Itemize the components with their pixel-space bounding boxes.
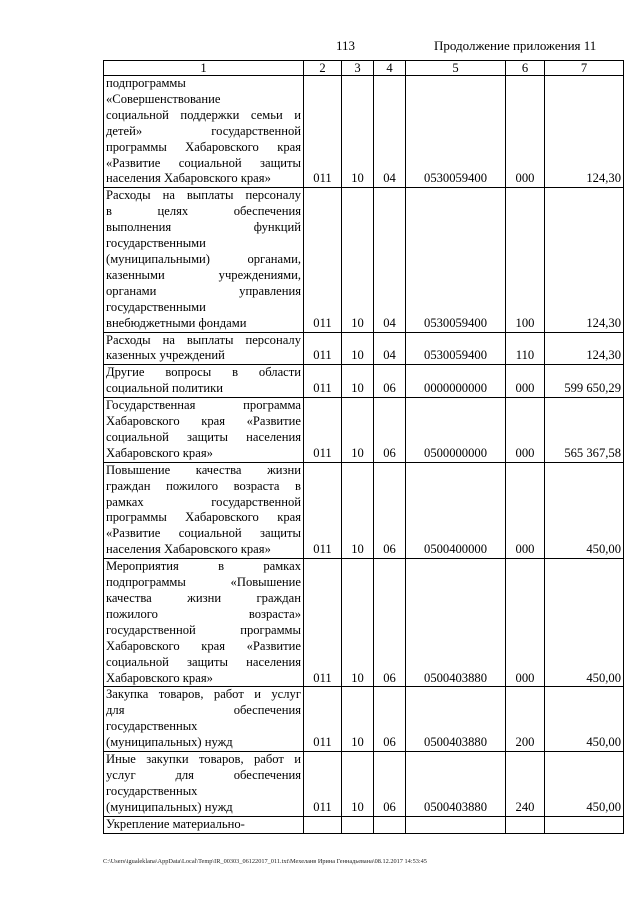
row-name-line: Хабаровского края» bbox=[106, 445, 213, 460]
table-row bbox=[104, 687, 624, 752]
amount-cell: 124,30 bbox=[545, 76, 624, 188]
subsection-code-cell: 06 bbox=[374, 398, 406, 463]
amount-cell bbox=[545, 816, 624, 833]
row-name-line: Хабаровского края» bbox=[106, 670, 213, 685]
expense-type-cell: 000 bbox=[506, 559, 545, 687]
table-header-row bbox=[104, 61, 624, 76]
row-name-line: Хабаровского края «Развитие bbox=[106, 414, 301, 429]
admin-code-cell: 011 bbox=[304, 559, 342, 687]
admin-code-cell: 011 bbox=[304, 76, 342, 188]
section-code-cell: 10 bbox=[342, 332, 374, 365]
row-name-line: «Развитие социальной защиты bbox=[106, 155, 301, 170]
amount-cell: 450,00 bbox=[545, 752, 624, 817]
section-code-cell: 10 bbox=[342, 687, 374, 752]
row-name-line: Мероприятия в рамках bbox=[106, 559, 301, 574]
admin-code-cell: 011 bbox=[304, 332, 342, 365]
subsection-code-cell: 06 bbox=[374, 687, 406, 752]
row-name-line: Другие вопросы в области bbox=[106, 365, 301, 380]
row-name-line: подпрограммы bbox=[106, 76, 186, 90]
section-code-cell: 10 bbox=[342, 462, 374, 558]
row-name-line: государственных bbox=[106, 719, 198, 734]
row-name-line: государственной программы bbox=[106, 622, 301, 637]
row-name-line: пожилого возраста» bbox=[106, 606, 301, 621]
amount-cell: 565 367,58 bbox=[545, 398, 624, 463]
table-row bbox=[104, 76, 624, 188]
table-row bbox=[104, 752, 624, 817]
table-row bbox=[104, 559, 624, 687]
column-header: 2 bbox=[304, 61, 342, 76]
expense-type-cell: 110 bbox=[506, 332, 545, 365]
target-article-cell: 0530059400 bbox=[406, 76, 506, 188]
expense-type-cell: 000 bbox=[506, 365, 545, 398]
row-name-line: социальной поддержки семьи и bbox=[106, 107, 301, 122]
row-name-cell bbox=[104, 76, 304, 188]
expense-type-cell: 000 bbox=[506, 76, 545, 188]
row-name-cell bbox=[104, 188, 304, 332]
row-name-line: программы Хабаровского края bbox=[106, 510, 301, 525]
column-header: 5 bbox=[406, 61, 506, 76]
table-row bbox=[104, 332, 624, 365]
row-name-cell bbox=[104, 332, 304, 365]
subsection-code-cell: 06 bbox=[374, 365, 406, 398]
subsection-code-cell: 04 bbox=[374, 76, 406, 188]
row-name-line: «Развитие социальной защиты bbox=[106, 526, 301, 541]
row-name-line: органами управления bbox=[106, 283, 301, 298]
row-name-line: Повышение качества жизни bbox=[106, 462, 301, 477]
admin-code-cell: 011 bbox=[304, 365, 342, 398]
row-name-line: социальной политики bbox=[106, 381, 224, 396]
row-name-line: населения Хабаровского края» bbox=[106, 171, 271, 186]
admin-code-cell: 011 bbox=[304, 687, 342, 752]
row-name-line: государственными bbox=[106, 236, 206, 251]
section-code-cell bbox=[342, 816, 374, 833]
amount-cell: 450,00 bbox=[545, 687, 624, 752]
row-name-line: граждан пожилого возраста в bbox=[106, 478, 301, 493]
row-name-line: Государственная программа bbox=[106, 398, 301, 413]
row-name-line: казенными учреждениями, bbox=[106, 267, 301, 282]
row-name-line: подпрограммы «Повышение bbox=[106, 575, 301, 590]
row-name-line: рамках государственной bbox=[106, 494, 301, 509]
row-name-line: Иные закупки товаров, работ и bbox=[106, 752, 301, 767]
target-article-cell: 0530059400 bbox=[406, 188, 506, 332]
row-name-line: населения Хабаровского края» bbox=[106, 542, 271, 557]
row-name-line: государственными bbox=[106, 299, 206, 314]
admin-code-cell: 011 bbox=[304, 752, 342, 817]
target-article-cell: 0500403880 bbox=[406, 687, 506, 752]
row-name-line: (муниципальных) нужд bbox=[106, 799, 233, 814]
row-name-line: программы Хабаровского края bbox=[106, 139, 301, 154]
admin-code-cell: 011 bbox=[304, 462, 342, 558]
subsection-code-cell: 06 bbox=[374, 752, 406, 817]
subsection-code-cell: 04 bbox=[374, 188, 406, 332]
target-article-cell: 0500000000 bbox=[406, 398, 506, 463]
row-name-line: (муниципальных) нужд bbox=[106, 735, 233, 750]
row-name-line: социальной защиты населения bbox=[106, 429, 301, 444]
subsection-code-cell: 04 bbox=[374, 332, 406, 365]
table-row bbox=[104, 188, 624, 332]
row-name-line: услуг для обеспечения bbox=[106, 767, 301, 782]
expense-type-cell: 200 bbox=[506, 687, 545, 752]
column-header: 7 bbox=[545, 61, 624, 76]
target-article-cell bbox=[406, 816, 506, 833]
table-row bbox=[104, 462, 624, 558]
section-code-cell: 10 bbox=[342, 559, 374, 687]
row-name-line: Укрепление материально- bbox=[106, 816, 245, 831]
row-name-line: казенных учреждений bbox=[106, 348, 225, 363]
continuation-title: Продолжение приложения 11 bbox=[434, 38, 597, 53]
row-name-line: «Совершенствование bbox=[106, 91, 221, 106]
section-code-cell: 10 bbox=[342, 365, 374, 398]
row-name-cell bbox=[104, 816, 304, 833]
target-article-cell: 0500403880 bbox=[406, 752, 506, 817]
admin-code-cell bbox=[304, 816, 342, 833]
expense-type-cell: 000 bbox=[506, 398, 545, 463]
table-row bbox=[104, 398, 624, 463]
row-name-cell bbox=[104, 462, 304, 558]
target-article-cell: 0000000000 bbox=[406, 365, 506, 398]
row-name-line: социальной защиты населения bbox=[106, 654, 301, 669]
row-name-line: Расходы на выплаты персоналу bbox=[106, 332, 301, 347]
subsection-code-cell: 06 bbox=[374, 462, 406, 558]
row-name-line: для обеспечения bbox=[106, 703, 301, 718]
column-header: 1 bbox=[104, 61, 304, 76]
target-article-cell: 0500403880 bbox=[406, 559, 506, 687]
row-name-line: в целях обеспечения bbox=[106, 204, 301, 219]
row-name-line: Хабаровского края «Развитие bbox=[106, 638, 301, 653]
column-header: 4 bbox=[374, 61, 406, 76]
target-article-cell: 0530059400 bbox=[406, 332, 506, 365]
amount-cell: 124,30 bbox=[545, 188, 624, 332]
row-name-line: внебюджетными фондами bbox=[106, 315, 247, 330]
row-name-cell bbox=[104, 398, 304, 463]
target-article-cell: 0500400000 bbox=[406, 462, 506, 558]
expense-type-cell: 100 bbox=[506, 188, 545, 332]
admin-code-cell: 011 bbox=[304, 398, 342, 463]
expense-type-cell: 240 bbox=[506, 752, 545, 817]
footer-file-path: C:\Users\igualeklana\AppData\Local\Temp\IR_00303_06122017_011.txt\Мехеланв Ирина Геннадьевана\08.12.2017 14:53:45 bbox=[103, 858, 427, 865]
row-name-cell bbox=[104, 752, 304, 817]
row-name-line: Закупка товаров, работ и услуг bbox=[106, 687, 301, 702]
table-row bbox=[104, 816, 624, 833]
row-name-line: качества жизни граждан bbox=[106, 591, 301, 605]
section-code-cell: 10 bbox=[342, 188, 374, 332]
expense-type-cell bbox=[506, 816, 545, 833]
section-code-cell: 10 bbox=[342, 752, 374, 817]
column-header: 6 bbox=[506, 61, 545, 76]
subsection-code-cell: 06 bbox=[374, 559, 406, 687]
amount-cell: 124,30 bbox=[545, 332, 624, 365]
subsection-code-cell bbox=[374, 816, 406, 833]
row-name-cell bbox=[104, 687, 304, 752]
row-name-line: (муниципальными) органами, bbox=[106, 251, 301, 266]
section-code-cell: 10 bbox=[342, 76, 374, 188]
budget-table bbox=[103, 60, 624, 834]
admin-code-cell: 011 bbox=[304, 188, 342, 332]
row-name-cell bbox=[104, 365, 304, 398]
row-name-line: Расходы на выплаты персоналу bbox=[106, 188, 301, 203]
row-name-cell bbox=[104, 559, 304, 687]
amount-cell: 450,00 bbox=[545, 559, 624, 687]
row-name-line: государственных bbox=[106, 783, 198, 798]
page-number: 113 bbox=[336, 38, 356, 53]
amount-cell: 599 650,29 bbox=[545, 365, 624, 398]
row-name-line: детей» государственной bbox=[106, 123, 301, 138]
section-code-cell: 10 bbox=[342, 398, 374, 463]
table-row bbox=[104, 365, 624, 398]
row-name-line: выполнения функций bbox=[106, 220, 301, 235]
amount-cell: 450,00 bbox=[545, 462, 624, 558]
expense-type-cell: 000 bbox=[506, 462, 545, 558]
column-header: 3 bbox=[342, 61, 374, 76]
